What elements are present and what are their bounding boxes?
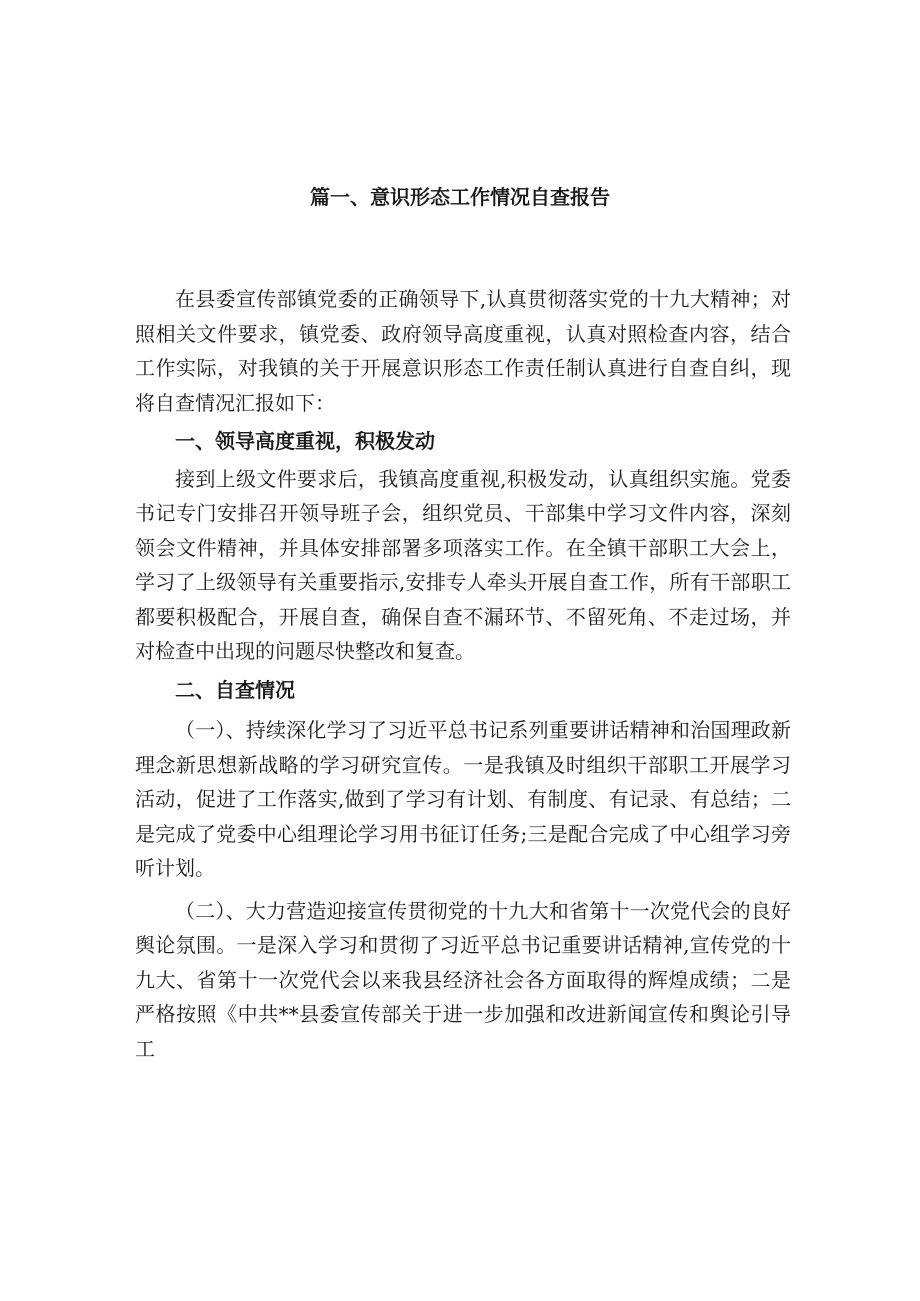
document-title: 篇一、意识形态工作情况自查报告 bbox=[310, 185, 610, 209]
section-2-heading: 二、自查情况 bbox=[175, 677, 295, 702]
document-body bbox=[135, 282, 791, 1066]
section-2-item-1: （一）、持续深化学习了习近平总书记系列重要讲话精神和治国理政新理念新思想新战略的学习研究宣传。一是我镇及时组织干部职工开展学习活动，促进了工作落实,做到了学习有计划、有制度、有记录、有总结；二是完成了党委中心组理论学习用书征订任务;三是配合完成了中心组学习旁听计划。 bbox=[135, 718, 791, 880]
section-1-heading: 一、领导高度重视，积极发动 bbox=[175, 429, 435, 453]
section-2-item-2: （二）、大力营造迎接宣传贯彻党的十九大和省第十一次党代会的良好舆论氛围。一是深入学习和贯彻了习近平总书记重要讲话精神,宣传党的十九大、省第十一次党代会以来我县经济社会各方面取得的辉煌成绩；二是严格按照《中共**县委宣传部关于进一步加强和改进新闻宣传和舆论引导工 bbox=[135, 898, 791, 1061]
intro-paragraph: 在县委宣传部镇党委的正确领导下,认真贯彻落实党的十九大精神；对照相关文件要求，镇党委、政府领导高度重视，认真对照检查内容，结合工作实际，对我镇的关于开展意识形态工作责任制认真进行自查自纠，现将自查情况汇报如下： bbox=[135, 287, 791, 415]
section-1-paragraph: 接到上级文件要求后，我镇高度重视,积极发动，认真组织实施。党委书记专门安排召开领导班子会，组织党员、干部集中学习文件内容，深刻领会文件精神，并具体安排部署多项落实工作。在全镇干部职工大会上，学习了上级领导有关重要指示,安排专人牵头开展自查工作，所有干部职工都要积极配合，开展自查，确保自查不漏环节、不留死角、不走过场，并对检查中出现的问题尽快整改和复查。 bbox=[135, 466, 791, 663]
